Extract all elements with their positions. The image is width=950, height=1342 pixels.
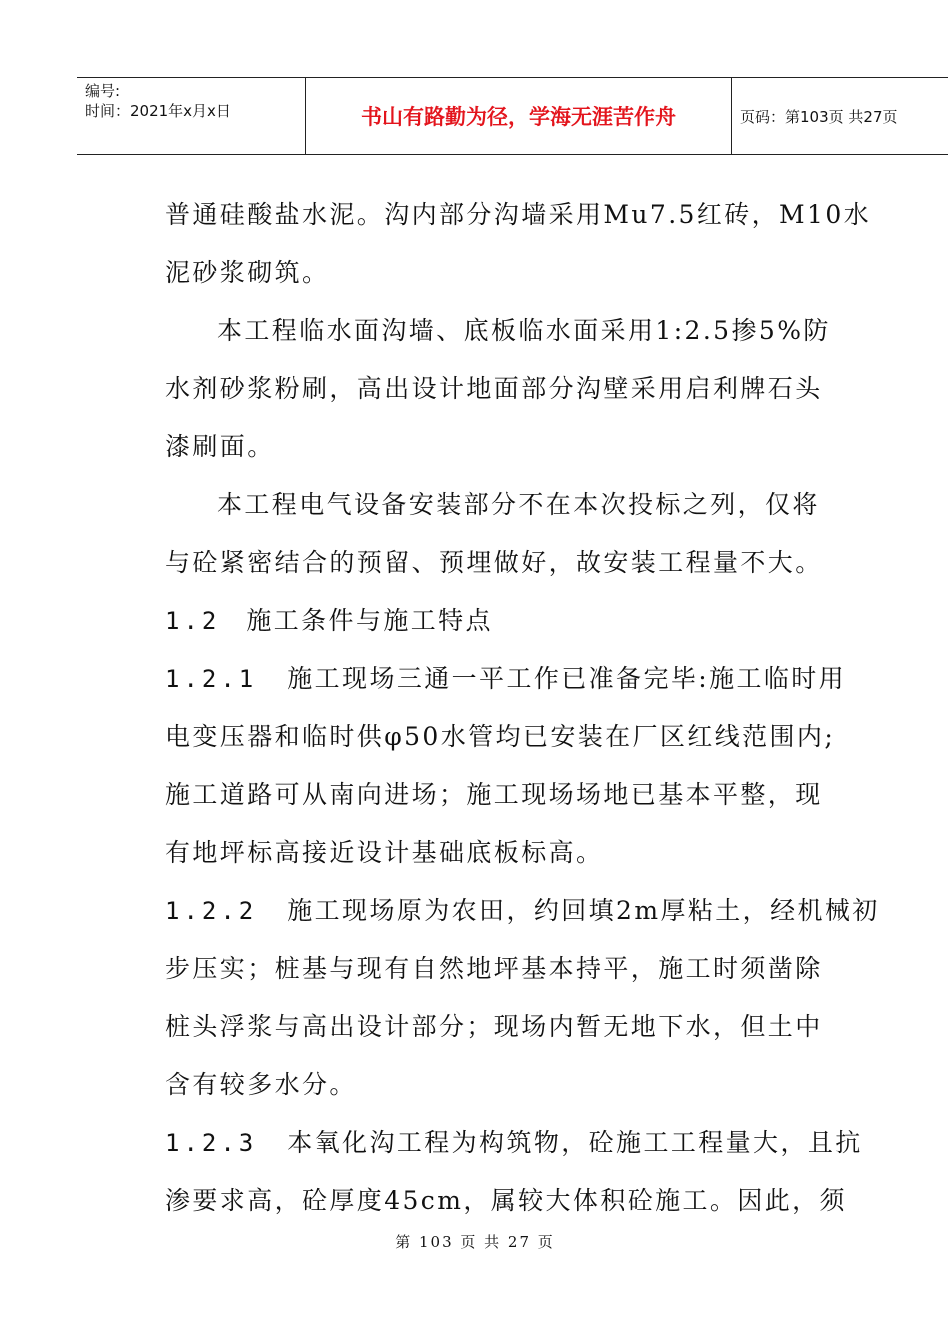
section-number: 1.2 — [165, 607, 221, 635]
paragraph-line: 施工道路可从南向进场；施工现场场地已基本平整，现 — [165, 780, 823, 809]
page-footer: 第 103 页 共 27 页 — [395, 1233, 555, 1251]
item-first-line: 施工现场原为农田，约回填2m厚粘土，经机械初 — [287, 896, 880, 925]
item-heading-1-2-2 — [165, 882, 895, 940]
item-heading-1-2-1 — [165, 650, 895, 708]
paragraph-line: 泥砂浆砌筑。 — [165, 258, 330, 287]
paragraph-line: 桩头浮浆与高出设计部分；现场内暂无地下水，但土中 — [165, 1012, 823, 1041]
page-header — [77, 77, 948, 155]
item-number: 1.2.3 — [165, 1129, 258, 1157]
item-heading-1-2-3 — [165, 1114, 895, 1172]
item-number: 1.2.1 — [165, 665, 258, 693]
doc-time-label: 时间：2021年x月x日 — [85, 102, 231, 120]
doc-code-label: 编号: — [85, 82, 121, 100]
paragraph-line: 有地坪标高接近设计基础底板标高。 — [165, 838, 604, 867]
paragraph-line: 渗要求高，砼厚度45cm，属较大体积砼施工。因此，须 — [165, 1186, 847, 1215]
paragraph-line: 漆刷面。 — [165, 432, 275, 461]
paragraph-line: 普通硅酸盐水泥。沟内部分沟墙采用Mu7.5红砖，M10水 — [165, 200, 872, 229]
item-first-line: 本氧化沟工程为构筑物，砼施工工程量大，且抗 — [287, 1128, 863, 1157]
paragraph-line: 含有较多水分。 — [165, 1070, 357, 1099]
section-title: 施工条件与施工特点 — [246, 606, 493, 635]
paragraph-line: 本工程临水面沟墙、底板临水面采用1:2.5掺5%防 — [217, 316, 831, 345]
header-bottom-rule — [77, 154, 948, 155]
document-body — [165, 186, 895, 1230]
section-heading-1-2 — [165, 592, 895, 650]
header-meta — [85, 81, 231, 121]
paragraph-line: 本工程电气设备安装部分不在本次投标之列，仅将 — [217, 490, 820, 519]
item-number: 1.2.2 — [165, 897, 258, 925]
paragraph-line: 电变压器和临时供φ50水管均已安装在厂区红线范围内; — [165, 722, 836, 751]
header-top-rule — [77, 77, 948, 78]
header-divider-right — [731, 77, 732, 155]
paragraph-line: 步压实；桩基与现有自然地坪基本持平，施工时须凿除 — [165, 954, 823, 983]
header-motto: 书山有路勤为径，学海无涯苦作舟 — [361, 105, 676, 129]
paragraph-line: 与砼紧密结合的预留、预埋做好，故安装工程量不大。 — [165, 548, 823, 577]
header-page-info: 页码：第103页 共27页 — [740, 108, 898, 126]
item-first-line: 施工现场三通一平工作已准备完毕:施工临时用 — [287, 664, 847, 693]
paragraph-line: 水剂砂浆粉刷，高出设计地面部分沟壁采用启利牌石头 — [165, 374, 823, 403]
